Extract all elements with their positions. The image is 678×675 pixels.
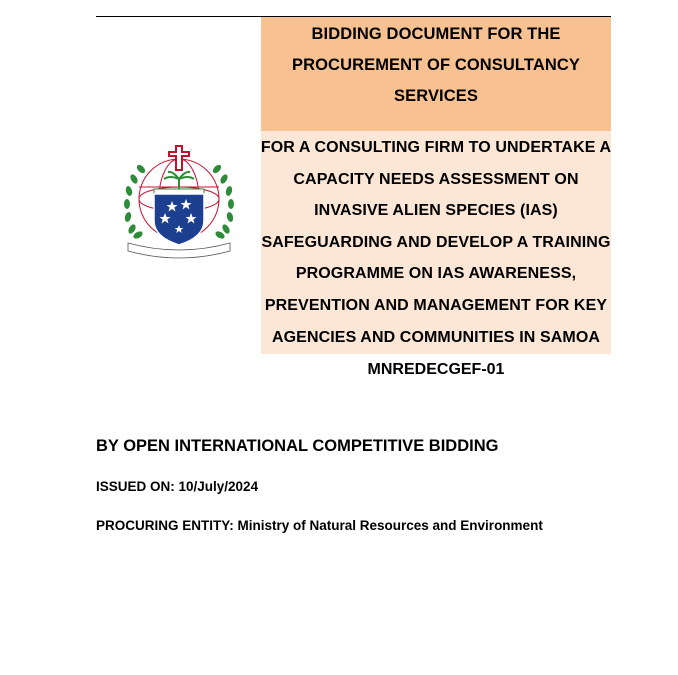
- issue-date: ISSUED ON: 10/July/2024: [96, 479, 259, 494]
- description-line: PREVENTION AND MANAGEMENT FOR KEY: [264, 296, 608, 314]
- document-title-line: BIDDING DOCUMENT FOR THE: [311, 25, 561, 43]
- description-line: FOR A CONSULTING FIRM TO UNDERTAKE A: [260, 139, 612, 156]
- document-title-band: [261, 17, 611, 131]
- bidding-method: BY OPEN INTERNATIONAL COMPETITIVE BIDDING: [96, 437, 499, 455]
- description-line: PROGRAMME ON IAS AWARENESS,: [295, 265, 577, 283]
- description-line: INVASIVE ALIEN SPECIES (IAS): [314, 202, 558, 220]
- document-title-line: SERVICES: [394, 87, 478, 105]
- procuring-entity: PROCURING ENTITY: Ministry of Natural Resources and Environment: [96, 518, 543, 533]
- description-line: SAFEGUARDING AND DEVELOP A TRAINING: [261, 233, 611, 251]
- document-title-line: PROCUREMENT OF CONSULTANCY: [292, 56, 580, 74]
- description-line: AGENCIES AND COMMUNITIES IN SAMOA: [271, 328, 601, 346]
- description-line: CAPACITY NEEDS ASSESSMENT ON: [293, 170, 579, 188]
- reference-number: MNREDECGEF-01: [367, 361, 505, 378]
- samoa-coat-of-arms-icon: [118, 141, 240, 263]
- assignment-description-band: [261, 131, 611, 354]
